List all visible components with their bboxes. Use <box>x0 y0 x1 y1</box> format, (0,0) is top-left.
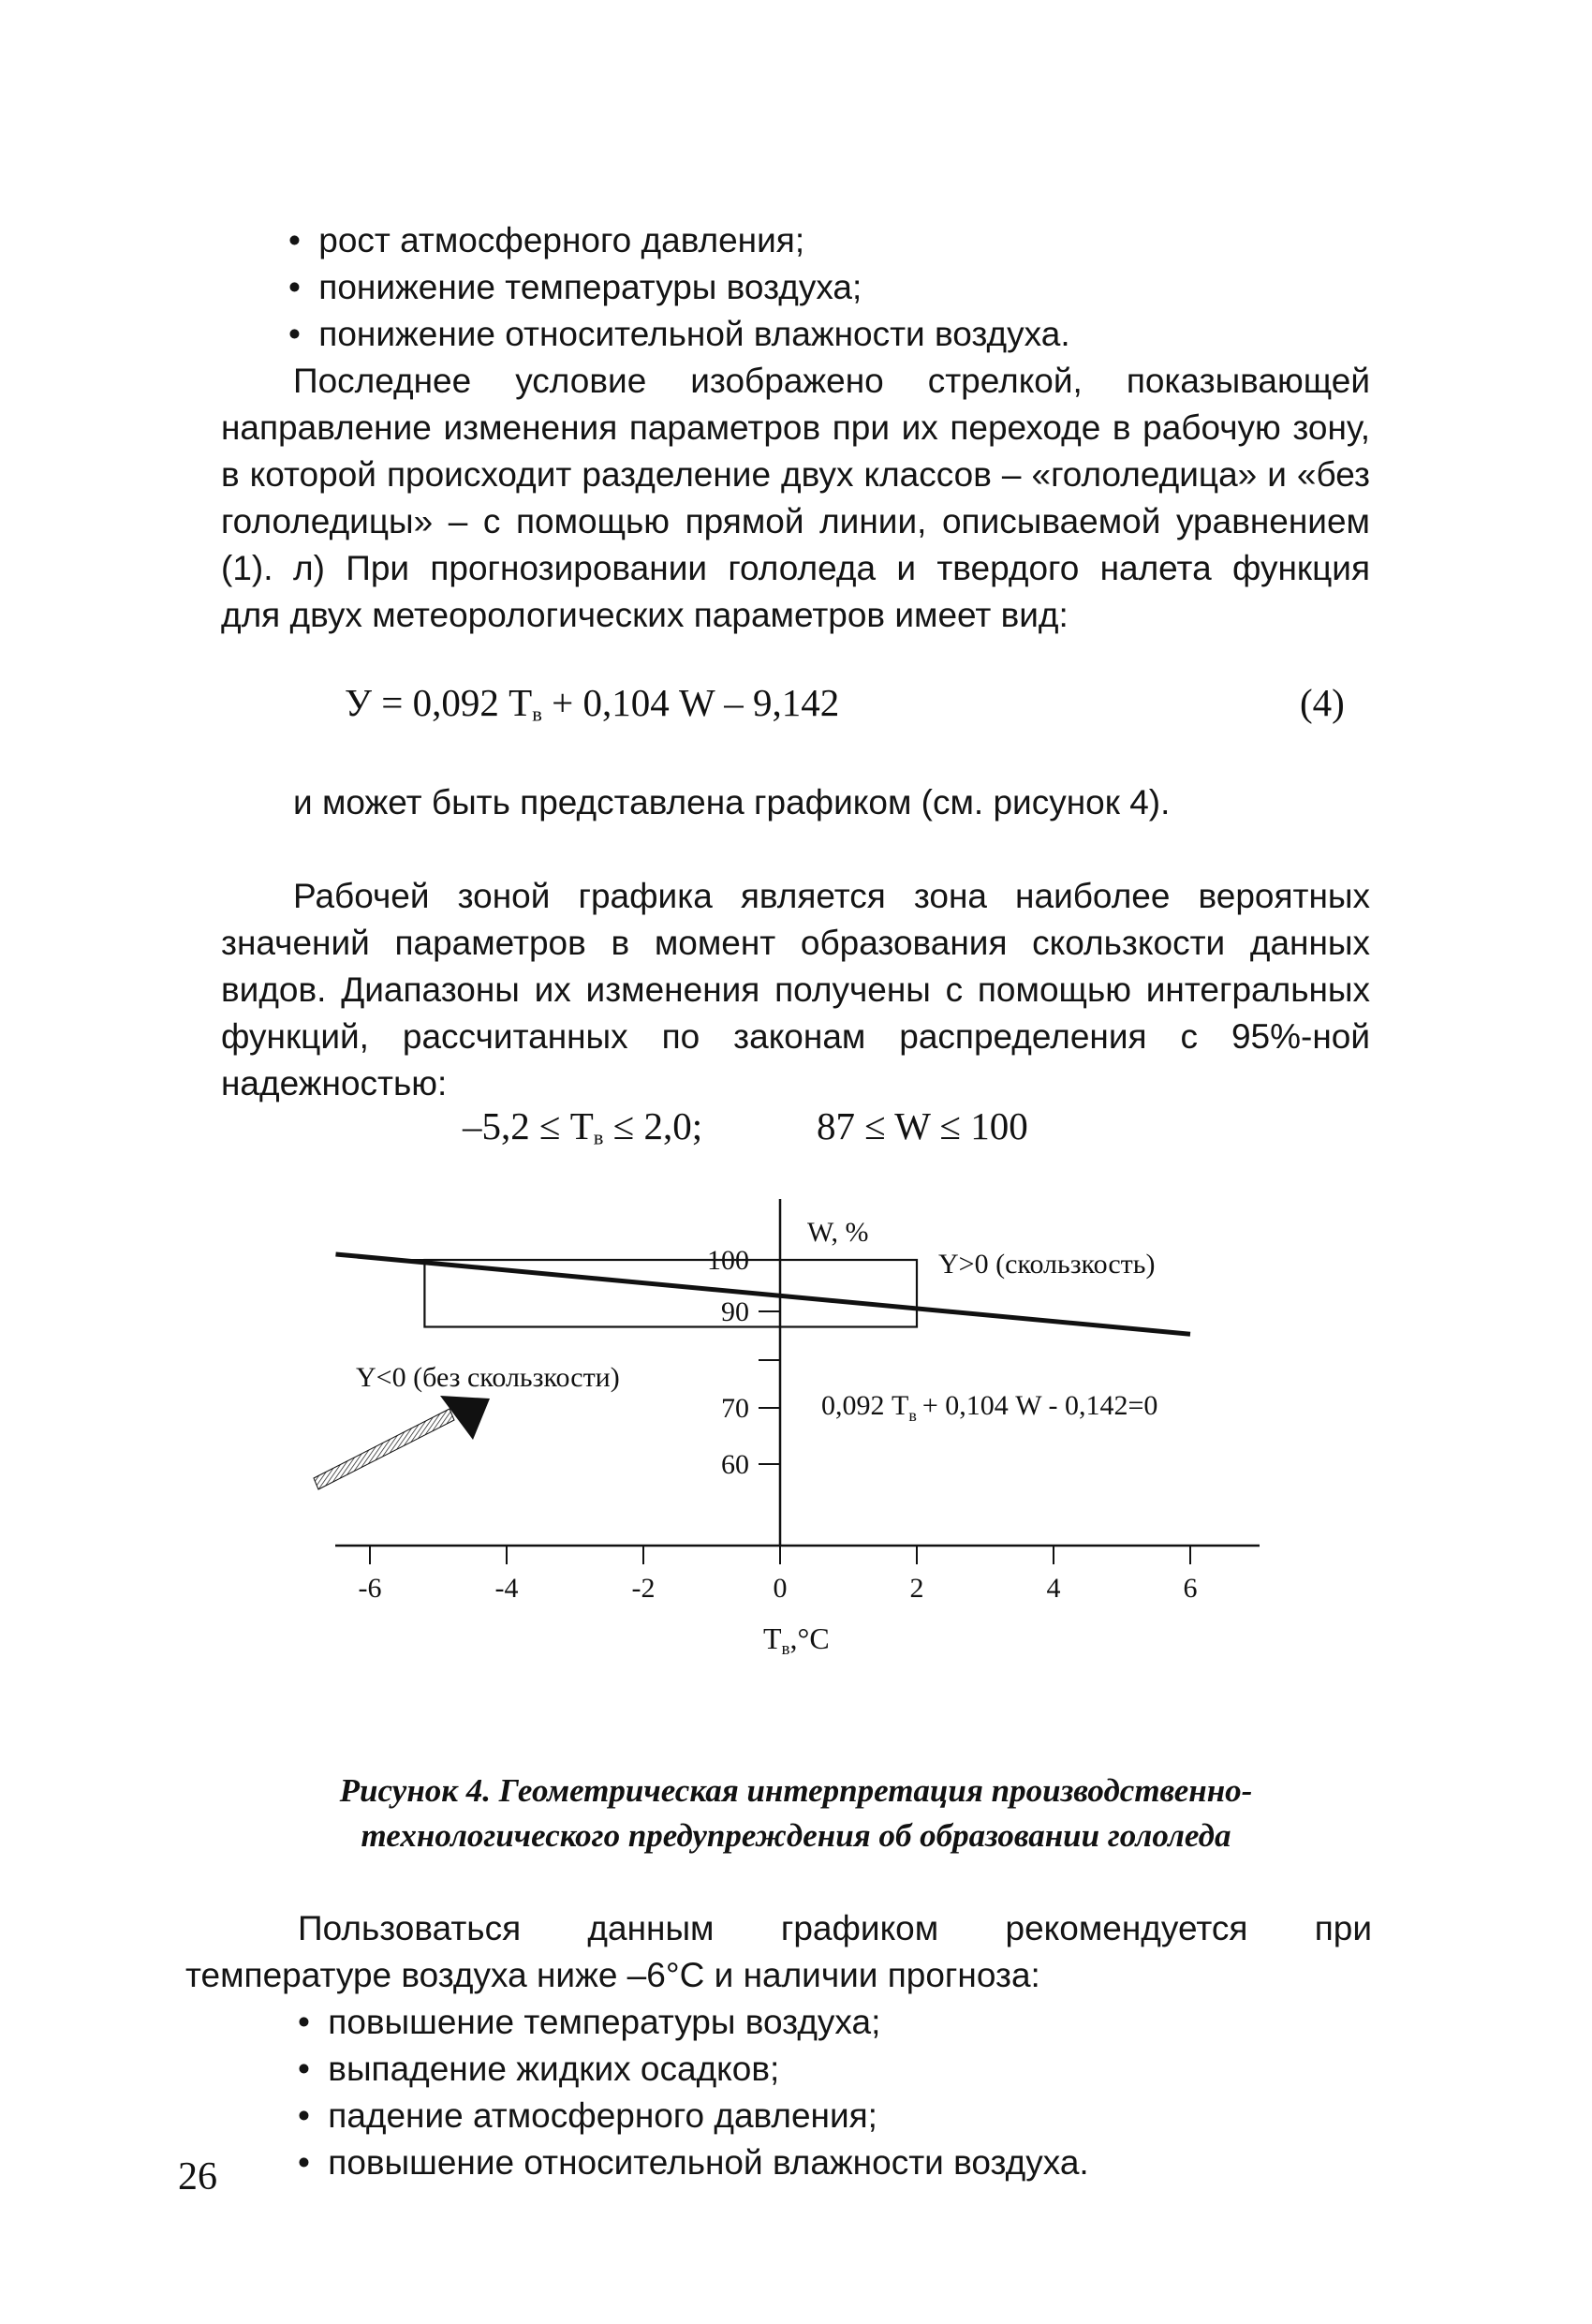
range-t-sub: в <box>593 1125 604 1149</box>
paragraph-line: температуре воздуха ниже –6°С и наличии прогноза: <box>185 1956 1040 1994</box>
range-humidity: 87 ≤ W ≤ 100 <box>817 1104 1028 1147</box>
bullet-text: рост атмосферного давления; <box>318 221 805 259</box>
bullet-text: понижение относительной влажности воздуха. <box>318 315 1070 353</box>
formula-sub: в <box>532 702 542 726</box>
bullet-text: выпадение жидких осадков; <box>328 2050 780 2088</box>
equation-label <box>821 1390 1157 1425</box>
y-tick-label: 70 <box>721 1393 749 1424</box>
range-t-left: –5,2 ≤ Т <box>463 1104 594 1147</box>
y-tick-label: 60 <box>721 1449 749 1480</box>
x-axis-title-unit: ,°С <box>789 1621 830 1655</box>
bullet-text: повышение температуры воздуха; <box>328 2003 881 2041</box>
paragraph-line: значений параметров в момент образования скользкости данных <box>221 924 1370 962</box>
x-tick-label: 0 <box>773 1573 788 1604</box>
y-tick-label: 100 <box>707 1245 749 1276</box>
paragraph-line: надежностью: <box>221 1064 448 1103</box>
bullet-text: повышение относительной влажности воздуха. <box>328 2143 1089 2182</box>
x-axis-title-sub: в <box>781 1639 790 1659</box>
x-axis-title <box>763 1621 830 1659</box>
bullet-icon: • <box>298 2096 310 2135</box>
paragraph-line: направление изменения параметров при их переходе в рабочую зону, <box>221 408 1370 447</box>
bullet-text: падение атмосферного давления; <box>328 2096 877 2135</box>
bullet-item <box>288 264 862 311</box>
range-temperature <box>463 1103 702 1150</box>
bullet-icon: • <box>288 268 301 306</box>
y-tick-label: 90 <box>721 1296 749 1327</box>
equation-left: 0,092 Т <box>821 1390 909 1421</box>
paragraph-line: Пользоваться данным графиком рекомендуется при <box>298 1909 1372 1947</box>
bullet-icon: • <box>288 221 301 259</box>
bullet-item <box>298 1999 880 2046</box>
paragraph-line: для двух метеорологических параметров имеет вид: <box>221 596 1069 634</box>
bullet-text: понижение температуры воздуха; <box>318 268 862 306</box>
bullet-item <box>298 2046 779 2093</box>
page-number: 26 <box>178 2155 217 2198</box>
formula-lhs: У = 0,092 Т <box>345 681 533 724</box>
paragraph-line: функций, рассчитанных по законам распределения с 95%-ной <box>221 1017 1370 1056</box>
direction-arrow-icon <box>314 1396 490 1489</box>
bullet-item <box>288 217 804 264</box>
paragraph-line: л) При прогнозировании гололеда и твердого налета функция <box>293 549 1370 587</box>
figure-caption-line: Рисунок 4. Геометрическая интерпретация производственно- <box>339 1772 1253 1809</box>
y-axis-title: W, % <box>807 1217 869 1248</box>
annotation-below: Y<0 (без скользкости) <box>356 1362 620 1393</box>
x-tick-label: -4 <box>494 1573 519 1604</box>
x-axis-title-main: Т <box>763 1621 782 1655</box>
paragraph-line: в которой происходит разделение двух классов – «гололедица» и «без <box>221 455 1370 494</box>
formula-rhs: + 0,104 W – 9,142 <box>541 681 840 724</box>
bullet-icon: • <box>298 2003 310 2041</box>
formula <box>345 680 839 727</box>
figure-caption-line: технологического предупреждения об образовании гололеда <box>361 1817 1231 1854</box>
bullet-item <box>288 311 1070 358</box>
paragraph-line: Рабочей зоной графика является зона наиболее вероятных <box>293 877 1370 915</box>
paragraph-line: гололедицы» – с помощью прямой линии, описываемой уравнением (1). <box>221 502 1370 587</box>
bullet-icon: • <box>298 2050 310 2088</box>
x-tick-label: 6 <box>1183 1573 1198 1604</box>
x-tick-label: 2 <box>909 1573 924 1604</box>
bullet-item <box>298 2093 877 2139</box>
range-t-right: ≤ 2,0; <box>603 1104 703 1147</box>
formula-number: (4) <box>1300 681 1345 724</box>
paragraph-line: и может быть представлена графиком (см. рисунок 4). <box>293 783 1171 822</box>
annotation-above: Y>0 (скользкость) <box>938 1249 1156 1280</box>
bullet-item <box>298 2139 1089 2186</box>
paragraph-line: видов. Диапазоны их изменения получены с помощью интегральных <box>221 970 1370 1009</box>
bullet-icon: • <box>298 2143 310 2182</box>
x-tick-label: 4 <box>1046 1573 1061 1604</box>
paragraph-line: Последнее условие изображено стрелкой, показывающей <box>293 362 1370 400</box>
equation-sub: в <box>908 1406 917 1425</box>
bullet-icon: • <box>288 315 301 353</box>
equation-right: + 0,104 W - 0,142=0 <box>921 1390 1158 1421</box>
x-tick-label: -6 <box>358 1573 382 1604</box>
x-tick-label: -2 <box>631 1573 656 1604</box>
chart <box>0 1199 1592 1742</box>
